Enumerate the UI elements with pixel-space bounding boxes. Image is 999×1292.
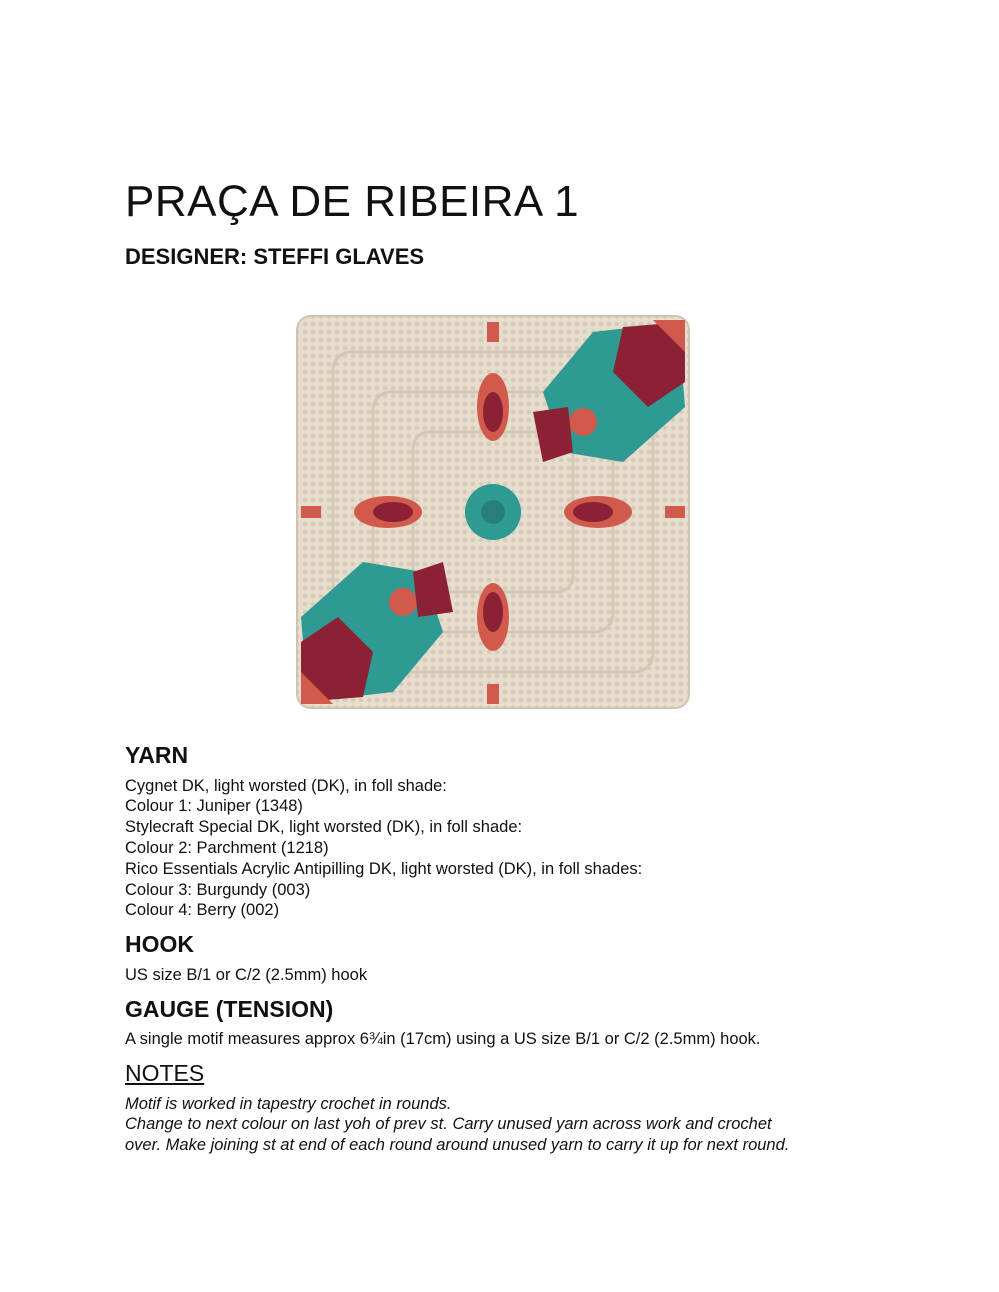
yarn-line: Colour 1: Juniper (1348) <box>125 797 303 816</box>
yarn-heading: YARN <box>125 742 189 768</box>
notes-line: Motif is worked in tapestry crochet in rounds. <box>125 1094 452 1113</box>
hook-section <box>125 931 885 985</box>
yarn-line: Stylecraft Special DK, light worsted (DK), in foll shade: <box>125 818 523 837</box>
pattern-details <box>125 742 885 1166</box>
yarn-section <box>125 742 885 921</box>
page-title: PRAÇA DE RIBEIRA 1 <box>125 177 580 226</box>
yarn-line: Colour 3: Burgundy (003) <box>125 880 311 899</box>
notes-line: over. Make joining st at end of each round around unused yarn to carry it up for next round. <box>125 1136 790 1155</box>
notes-heading: NOTES <box>125 1059 205 1086</box>
gauge-section <box>125 996 885 1050</box>
yarn-line: Colour 4: Berry (002) <box>125 901 280 920</box>
yarn-line: Colour 2: Parchment (1218) <box>125 838 329 857</box>
crochet-square-illustration <box>293 312 693 712</box>
yarn-line: Cygnet DK, light worsted (DK), in foll shade: <box>125 776 447 795</box>
motif-photo <box>293 312 693 712</box>
hook-line: US size B/1 or C/2 (2.5mm) hook <box>125 965 368 984</box>
gauge-line: A single motif measures approx 6¾in (17cm) using a US size B/1 or C/2 (2.5mm) hook. <box>125 1030 761 1049</box>
gauge-heading: GAUGE (TENSION) <box>125 995 334 1022</box>
notes-section <box>125 1060 885 1156</box>
designer-credit: DESIGNER: STEFFI GLAVES <box>125 244 425 269</box>
hook-heading: HOOK <box>125 931 194 958</box>
notes-line: Change to next colour on last yoh of prev st. Carry unused yarn across work and crochet <box>125 1115 772 1134</box>
yarn-line: Rico Essentials Acrylic Antipilling DK, light worsted (DK), in foll shades: <box>125 859 643 878</box>
